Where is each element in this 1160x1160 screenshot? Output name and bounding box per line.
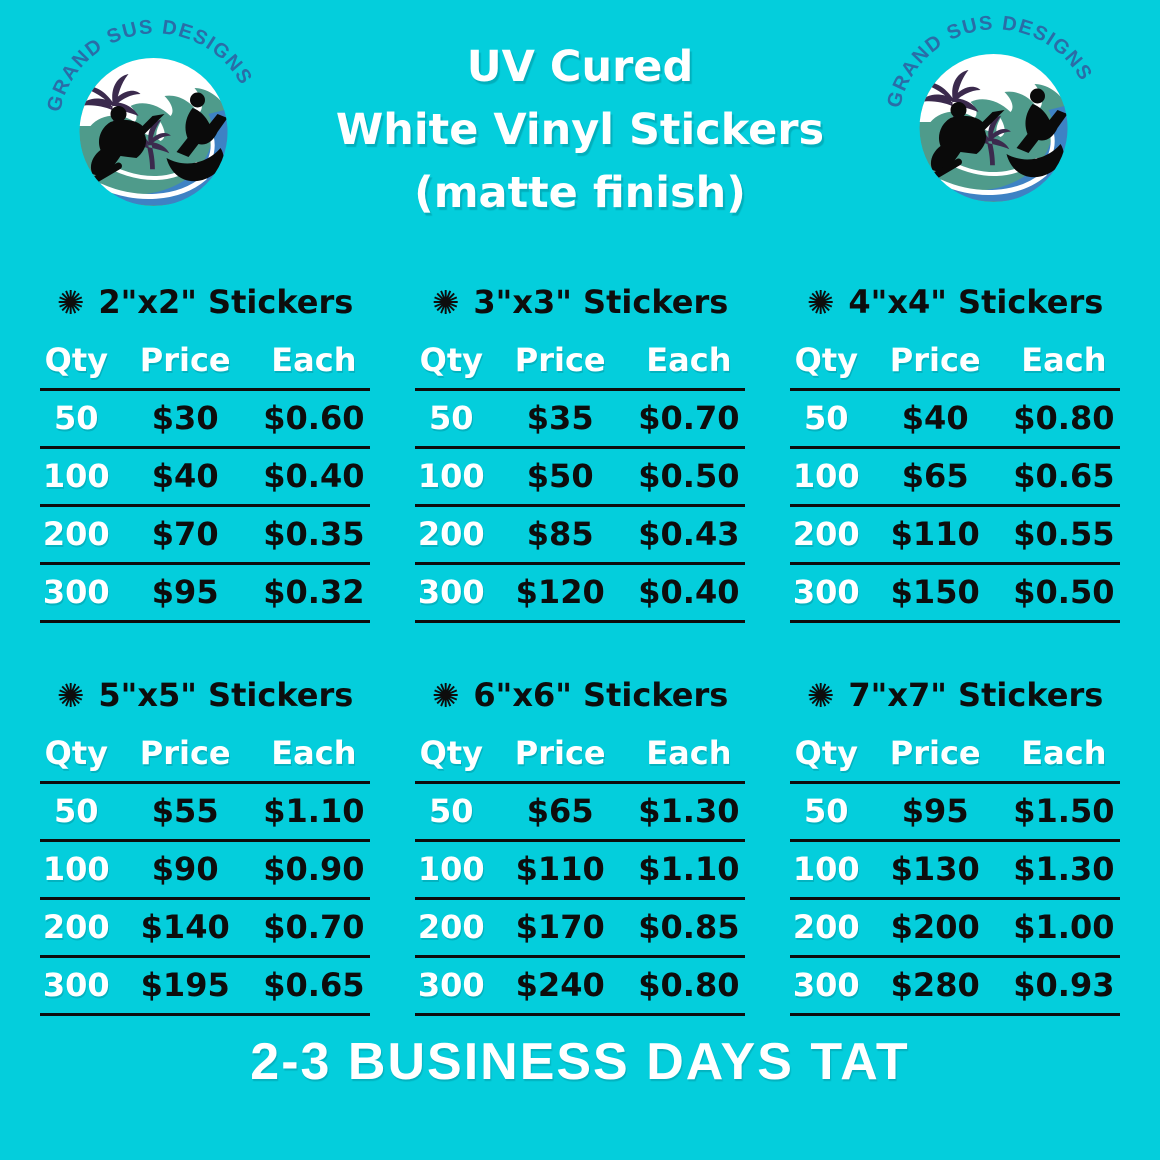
table-header-row bbox=[790, 732, 1120, 784]
col-header-price: Price bbox=[889, 341, 981, 379]
title-line-2: White Vinyl Stickers bbox=[335, 105, 825, 155]
cell-each: $0.32 bbox=[263, 573, 365, 611]
col-header-qty: Qty bbox=[794, 734, 858, 772]
table-header-row bbox=[790, 339, 1120, 391]
cell-each: $0.43 bbox=[638, 515, 740, 553]
table-row bbox=[40, 507, 370, 565]
table-title bbox=[415, 676, 745, 714]
table-header-row bbox=[40, 339, 370, 391]
cell-each: $0.50 bbox=[638, 457, 740, 495]
cell-qty: 200 bbox=[417, 515, 485, 553]
cell-qty: 300 bbox=[42, 966, 110, 1004]
cell-price: $55 bbox=[151, 792, 219, 830]
cell-qty: 300 bbox=[792, 573, 860, 611]
cell-each: $0.90 bbox=[263, 850, 365, 888]
cell-each: $0.80 bbox=[638, 966, 740, 1004]
cell-each: $1.30 bbox=[1013, 850, 1115, 888]
cell-each: $0.40 bbox=[638, 573, 740, 611]
cell-price: $110 bbox=[515, 850, 605, 888]
turnaround-time-text: 2-3 BUSINESS DAYS TAT bbox=[250, 1033, 910, 1091]
col-header-price: Price bbox=[889, 734, 981, 772]
cell-qty: 100 bbox=[42, 457, 110, 495]
table-header-row bbox=[40, 732, 370, 784]
cell-price: $195 bbox=[140, 966, 230, 1004]
table-title-label: 6"x6" Stickers bbox=[473, 676, 729, 714]
table-row bbox=[415, 507, 745, 565]
cell-qty: 300 bbox=[417, 966, 485, 1004]
pricing-tables-grid bbox=[40, 283, 1120, 1016]
starburst-icon: ✺ bbox=[56, 282, 85, 322]
table-row bbox=[415, 449, 745, 507]
table-row bbox=[40, 784, 370, 842]
table-header-row bbox=[415, 732, 745, 784]
col-header-price: Price bbox=[139, 734, 231, 772]
col-header-qty: Qty bbox=[419, 341, 483, 379]
cell-price: $40 bbox=[151, 457, 219, 495]
cell-each: $1.10 bbox=[263, 792, 365, 830]
cell-qty: 50 bbox=[804, 399, 849, 437]
col-header-price: Price bbox=[514, 341, 606, 379]
cell-price: $65 bbox=[526, 792, 594, 830]
table-row bbox=[40, 565, 370, 623]
col-header-each: Each bbox=[271, 341, 357, 379]
cell-each: $0.35 bbox=[263, 515, 365, 553]
cell-each: $1.30 bbox=[638, 792, 740, 830]
table-header-row bbox=[415, 339, 745, 391]
cell-each: $0.93 bbox=[1013, 966, 1115, 1004]
cell-price: $95 bbox=[151, 573, 219, 611]
pricing-table bbox=[40, 676, 370, 1016]
table-row bbox=[415, 842, 745, 900]
table-row bbox=[790, 784, 1120, 842]
col-header-each: Each bbox=[1021, 734, 1107, 772]
table-row bbox=[415, 958, 745, 1016]
cell-price: $280 bbox=[890, 966, 980, 1004]
table-row bbox=[40, 842, 370, 900]
table-row bbox=[790, 391, 1120, 449]
table-title bbox=[415, 283, 745, 321]
col-header-qty: Qty bbox=[44, 341, 108, 379]
table-title-label: 2"x2" Stickers bbox=[98, 283, 354, 321]
table-title-label: 7"x7" Stickers bbox=[848, 676, 1104, 714]
table-title-label: 5"x5" Stickers bbox=[98, 676, 354, 714]
cell-qty: 200 bbox=[42, 515, 110, 553]
table-row bbox=[790, 565, 1120, 623]
cell-price: $130 bbox=[890, 850, 980, 888]
table-row bbox=[415, 565, 745, 623]
col-header-each: Each bbox=[271, 734, 357, 772]
table-title bbox=[40, 676, 370, 714]
cell-each: $0.70 bbox=[638, 399, 740, 437]
table-row bbox=[415, 784, 745, 842]
cell-qty: 300 bbox=[42, 573, 110, 611]
cell-qty: 200 bbox=[42, 908, 110, 946]
cell-each: $1.10 bbox=[638, 850, 740, 888]
table-row bbox=[415, 900, 745, 958]
table-row bbox=[40, 391, 370, 449]
table-row bbox=[790, 900, 1120, 958]
cell-qty: 50 bbox=[54, 792, 99, 830]
cell-price: $95 bbox=[901, 792, 969, 830]
table-title bbox=[790, 283, 1120, 321]
cell-each: $0.85 bbox=[638, 908, 740, 946]
table-row bbox=[415, 391, 745, 449]
table-row bbox=[40, 449, 370, 507]
cell-price: $170 bbox=[515, 908, 605, 946]
cell-price: $120 bbox=[515, 573, 605, 611]
cell-qty: 100 bbox=[792, 457, 860, 495]
title-line-3: (matte finish) bbox=[414, 168, 746, 218]
cell-price: $90 bbox=[151, 850, 219, 888]
pricing-table bbox=[790, 676, 1120, 1016]
cell-each: $1.00 bbox=[1013, 908, 1115, 946]
table-row bbox=[790, 958, 1120, 1016]
cell-each: $0.40 bbox=[263, 457, 365, 495]
cell-each: $0.80 bbox=[1013, 399, 1115, 437]
starburst-icon: ✺ bbox=[431, 282, 460, 322]
cell-qty: 50 bbox=[54, 399, 99, 437]
table-row bbox=[40, 958, 370, 1016]
table-row bbox=[790, 842, 1120, 900]
table-row bbox=[790, 507, 1120, 565]
cell-qty: 300 bbox=[417, 573, 485, 611]
cell-price: $200 bbox=[890, 908, 980, 946]
cell-price: $50 bbox=[526, 457, 594, 495]
cell-each: $0.65 bbox=[1013, 457, 1115, 495]
pricing-table bbox=[40, 283, 370, 623]
cell-qty: 300 bbox=[792, 966, 860, 1004]
cell-price: $85 bbox=[526, 515, 594, 553]
cell-qty: 200 bbox=[792, 515, 860, 553]
cell-each: $1.50 bbox=[1013, 792, 1115, 830]
cell-each: $0.70 bbox=[263, 908, 365, 946]
col-header-price: Price bbox=[514, 734, 606, 772]
cell-price: $240 bbox=[515, 966, 605, 1004]
starburst-icon: ✺ bbox=[806, 675, 835, 715]
pricing-table bbox=[415, 283, 745, 623]
cell-each: $0.65 bbox=[263, 966, 365, 1004]
col-header-price: Price bbox=[139, 341, 231, 379]
cell-qty: 100 bbox=[42, 850, 110, 888]
cell-price: $140 bbox=[140, 908, 230, 946]
starburst-icon: ✺ bbox=[431, 675, 460, 715]
col-header-qty: Qty bbox=[419, 734, 483, 772]
table-title bbox=[40, 283, 370, 321]
col-header-qty: Qty bbox=[44, 734, 108, 772]
table-row bbox=[790, 449, 1120, 507]
col-header-each: Each bbox=[646, 734, 732, 772]
col-header-each: Each bbox=[1021, 341, 1107, 379]
table-title-label: 3"x3" Stickers bbox=[473, 283, 729, 321]
cell-qty: 100 bbox=[792, 850, 860, 888]
cell-price: $65 bbox=[901, 457, 969, 495]
starburst-icon: ✺ bbox=[56, 675, 85, 715]
page-title bbox=[0, 36, 1160, 225]
cell-qty: 200 bbox=[792, 908, 860, 946]
pricing-table bbox=[790, 283, 1120, 623]
cell-price: $35 bbox=[526, 399, 594, 437]
cell-qty: 100 bbox=[417, 850, 485, 888]
cell-each: $0.50 bbox=[1013, 573, 1115, 611]
table-title-label: 4"x4" Stickers bbox=[848, 283, 1104, 321]
table-row bbox=[40, 900, 370, 958]
cell-price: $30 bbox=[151, 399, 219, 437]
cell-price: $110 bbox=[890, 515, 980, 553]
table-title bbox=[790, 676, 1120, 714]
cell-price: $70 bbox=[151, 515, 219, 553]
cell-qty: 200 bbox=[417, 908, 485, 946]
starburst-icon: ✺ bbox=[806, 282, 835, 322]
cell-each: $0.60 bbox=[263, 399, 365, 437]
cell-qty: 100 bbox=[417, 457, 485, 495]
cell-price: $40 bbox=[901, 399, 969, 437]
cell-qty: 50 bbox=[804, 792, 849, 830]
col-header-each: Each bbox=[646, 341, 732, 379]
cell-qty: 50 bbox=[429, 399, 474, 437]
col-header-qty: Qty bbox=[794, 341, 858, 379]
cell-price: $150 bbox=[890, 573, 980, 611]
title-line-1: UV Cured bbox=[466, 42, 694, 92]
cell-qty: 50 bbox=[429, 792, 474, 830]
pricing-table bbox=[415, 676, 745, 1016]
cell-each: $0.55 bbox=[1013, 515, 1115, 553]
